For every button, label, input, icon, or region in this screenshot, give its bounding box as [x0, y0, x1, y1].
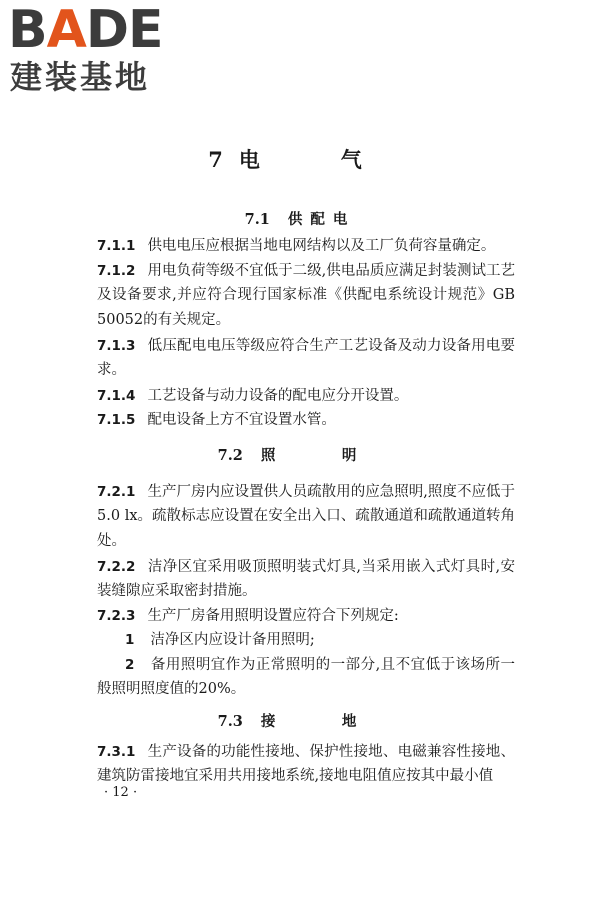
logo-letters-de: DE [85, 0, 163, 60]
chapter-title: 电 气 [238, 147, 392, 172]
clause-text: 用电负荷等级不宜低于二级,供电品质应满足封装测试工艺及设备要求,并应符合现行国家标准《供配电系统设计规范》GB 50052的有关规定。 [97, 263, 515, 328]
clause-number: 7.1.1 [97, 238, 136, 254]
chapter-number: 7 [208, 147, 223, 172]
item-text: 备用照明宜作为正常照明的一部分,且不宜低于该场所一般照明照度值的20%。 [97, 657, 515, 698]
clause-text: 工艺设备与动力设备的配电应分开设置。 [147, 388, 409, 404]
bade-logo [8, 0, 178, 96]
clause-number: 7.1.4 [97, 388, 136, 404]
clause-text: 生产厂房内应设置供人员疏散用的应急照明,照度不应低于5.0 lx。疏散标志应设置在安全出入口、疏散通道和疏散通道转角处。 [97, 484, 515, 549]
section-title: 接 地 [260, 713, 383, 730]
clause-number: 7.1.3 [97, 338, 136, 354]
section-number: 7.3 [217, 713, 243, 730]
section-number: 7.2 [217, 447, 243, 464]
section-number: 7.1 [244, 211, 270, 228]
clause-text: 配电设备上方不宜设置水管。 [147, 412, 336, 428]
logo-letter-a: A [46, 0, 86, 60]
clause-number: 7.3.1 [97, 744, 136, 760]
clause-text: 生产设备的功能性接地、保护性接地、电磁兼容性接地、建筑防雷接地宜采用共用接地系统,接地电阻值应按其中最小值 [97, 744, 515, 785]
clause-text: 洁净区宜采用吸顶照明装式灯具,当采用嵌入式灯具时,安装缝隙应采取密封措施。 [97, 559, 515, 600]
section-title: 供配电 [287, 211, 356, 228]
clause-7-1-5 [97, 408, 515, 432]
section-heading-7-1 [0, 208, 600, 229]
clause-7-2-2 [97, 555, 515, 604]
clause-number: 7.1.2 [97, 263, 136, 279]
clause-7-2-1 [97, 480, 515, 553]
section-heading-7-2 [0, 444, 600, 465]
clause-7-2-3 [97, 604, 515, 628]
page-number: · 12 · [104, 785, 138, 800]
logo-wordmark [8, 0, 163, 60]
section-title: 照 明 [260, 447, 383, 464]
logo-letter-b: B [8, 0, 47, 60]
clause-text: 低压配电电压等级应符合生产工艺设备及动力设备用电要求。 [97, 338, 515, 379]
item-number: 1 [125, 632, 135, 648]
clause-text: 生产厂房备用照明设置应符合下列规定: [147, 608, 399, 624]
clause-7-1-3 [97, 334, 515, 383]
section-heading-7-3 [0, 710, 600, 731]
clause-text: 供电电压应根据当地电网结构以及工厂负荷容量确定。 [147, 238, 496, 254]
chapter-heading [0, 144, 600, 174]
item-text: 洁净区内应设计备用照明; [150, 632, 315, 648]
clause-number: 7.2.1 [97, 484, 136, 500]
clause-7-3-1 [97, 740, 515, 789]
clause-7-1-1 [97, 234, 515, 258]
clause-number: 7.1.5 [97, 412, 136, 428]
item-number: 2 [125, 657, 135, 673]
clause-number: 7.2.3 [97, 608, 136, 624]
clause-7-2-3-item-1 [125, 628, 515, 652]
clause-7-1-4 [97, 384, 515, 408]
clause-7-2-3-item-2 [97, 653, 515, 702]
clause-7-1-2 [97, 259, 515, 332]
clause-number: 7.2.2 [97, 559, 136, 575]
logo-chinese-name: 建装基地 [10, 58, 151, 96]
